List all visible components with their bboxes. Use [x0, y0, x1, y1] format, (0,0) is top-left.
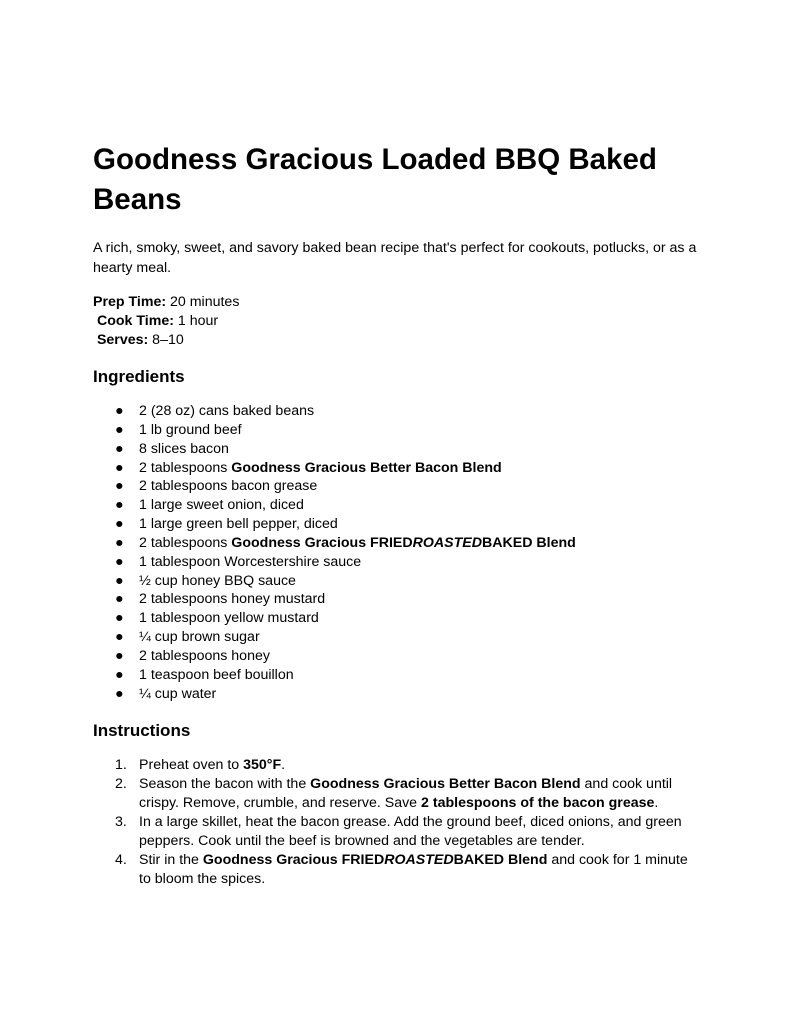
ingredient-item: [93, 459, 703, 478]
ingredient-item: [93, 666, 703, 685]
ingredient-text: 1 lb ground beef: [139, 421, 242, 438]
ingredient-text: 2 (28 oz) cans baked beans: [139, 403, 315, 419]
ingredient-item: [93, 496, 703, 515]
bullet-icon: ●: [115, 647, 124, 664]
step-text: and cook for 1 minute to bloom the spices.: [139, 851, 688, 887]
bullet-icon: ●: [115, 403, 124, 419]
ingredient-text: 2 tablespoons honey: [139, 647, 270, 664]
instruction-step: [93, 756, 703, 775]
step-number: 1.: [115, 756, 127, 773]
step-number: 3.: [115, 813, 127, 830]
ingredients-heading: Ingredients: [93, 367, 185, 386]
cook-time-value: 1 hour: [173, 313, 219, 329]
prep-time-value: 20 minutes: [166, 294, 240, 310]
bullet-icon: ●: [115, 685, 124, 702]
prep-time-label: Prep Time:: [93, 294, 167, 310]
ingredient-text: 1 large green bell pepper, diced: [139, 516, 338, 533]
ingredient-item: [93, 534, 703, 553]
step-text: Preheat oven to: [139, 756, 244, 773]
bullet-icon: ●: [115, 534, 124, 551]
ingredient-item: [93, 685, 703, 704]
ingredient-item: [93, 477, 703, 496]
step-text: In a large skillet, heat the bacon grease. Add the ground beef, diced onions, and green peppers. Cook until the beef is browned and the vegetables are tender.: [139, 813, 682, 849]
ingredient-text: ½ cup honey BBQ sauce: [139, 572, 296, 589]
cook-time: [93, 312, 703, 331]
bullet-icon: ●: [115, 440, 124, 457]
step-bold-text: 2 tablespoons of the bacon grease: [421, 794, 655, 811]
bullet-icon: ●: [115, 516, 124, 533]
ingredients-list: [93, 402, 703, 704]
serves-value: 8–10: [148, 332, 184, 348]
ingredient-text: 8 slices bacon: [139, 440, 229, 457]
ingredient-item: [93, 421, 703, 440]
ingredient-product-emphasis: ROASTED: [412, 534, 482, 551]
instruction-step: [93, 813, 703, 851]
ingredient-text: ¼ cup water: [139, 685, 217, 702]
ingredient-product-name: Goodness Gracious Better Bacon Blend: [231, 459, 502, 476]
ingredient-item: [93, 402, 703, 421]
bullet-icon: ●: [115, 591, 124, 608]
step-number: 4.: [115, 851, 127, 868]
ingredient-product-name: Goodness Gracious FRIED: [231, 534, 413, 551]
ingredient-text: ¼ cup brown sugar: [139, 629, 260, 646]
step-text: .: [654, 794, 659, 811]
step-bold-text: Goodness Gracious FRIED: [202, 851, 385, 868]
serves-label: Serves:: [96, 332, 149, 348]
page-title: Goodness Gracious Loaded BBQ Baked Beans: [93, 143, 657, 216]
bullet-icon: ●: [115, 629, 124, 646]
instructions-heading: Instructions: [93, 720, 191, 740]
ingredient-text: 2 tablespoons bacon grease: [139, 478, 318, 495]
prep-time: [93, 293, 703, 312]
ingredient-text: 1 tablespoon Worcestershire sauce: [139, 553, 362, 570]
ingredient-item: [93, 572, 703, 591]
step-text: .: [281, 756, 286, 773]
ingredient-item: [93, 590, 703, 609]
ingredient-text: 2 tablespoons: [139, 459, 232, 476]
recipe-meta: [93, 293, 703, 350]
ingredient-text: 1 tablespoon yellow mustard: [139, 610, 319, 627]
step-text: Season the bacon with the: [139, 775, 311, 792]
step-text: Stir in the: [139, 851, 203, 868]
ingredient-item: [93, 515, 703, 534]
bullet-icon: ●: [115, 459, 124, 476]
step-bold-text: 350°F: [243, 756, 282, 773]
bullet-icon: ●: [115, 497, 124, 514]
ingredient-text: 2 tablespoons honey mustard: [139, 591, 326, 608]
instructions-list: [93, 756, 703, 889]
bullet-icon: ●: [115, 666, 124, 683]
serves: [93, 331, 703, 350]
step-bold-text: Goodness Gracious Better Bacon Blend: [310, 775, 581, 792]
ingredient-text: 1 teaspoon beef bouillon: [139, 666, 294, 683]
ingredient-item: [93, 647, 703, 666]
recipe-intro: A rich, smoky, sweet, and savory baked bean recipe that's perfect for cookouts, potlucks, or as a hearty meal.: [93, 240, 697, 276]
bullet-icon: ●: [115, 553, 124, 570]
step-number: 2.: [115, 775, 127, 792]
recipe-document: [93, 140, 703, 889]
cook-time-label: Cook Time:: [96, 313, 174, 329]
ingredient-text: 1 large sweet onion, diced: [139, 497, 304, 514]
instruction-step: [93, 775, 703, 813]
step-bold-text: BAKED Blend: [453, 851, 548, 868]
bullet-icon: ●: [115, 572, 124, 589]
step-emphasis: ROASTED: [384, 851, 454, 868]
ingredient-product-name: BAKED Blend: [482, 534, 576, 551]
step-text: and cook until crispy. Remove, crumble, and reserve. Save: [139, 775, 673, 811]
bullet-icon: ●: [115, 478, 124, 495]
ingredient-item: [93, 609, 703, 628]
ingredient-item: [93, 628, 703, 647]
ingredient-item: [93, 440, 703, 459]
ingredient-text: 2 tablespoons: [139, 534, 232, 551]
bullet-icon: ●: [115, 421, 124, 438]
ingredient-item: [93, 553, 703, 572]
bullet-icon: ●: [115, 610, 124, 627]
instruction-step: [93, 851, 703, 889]
